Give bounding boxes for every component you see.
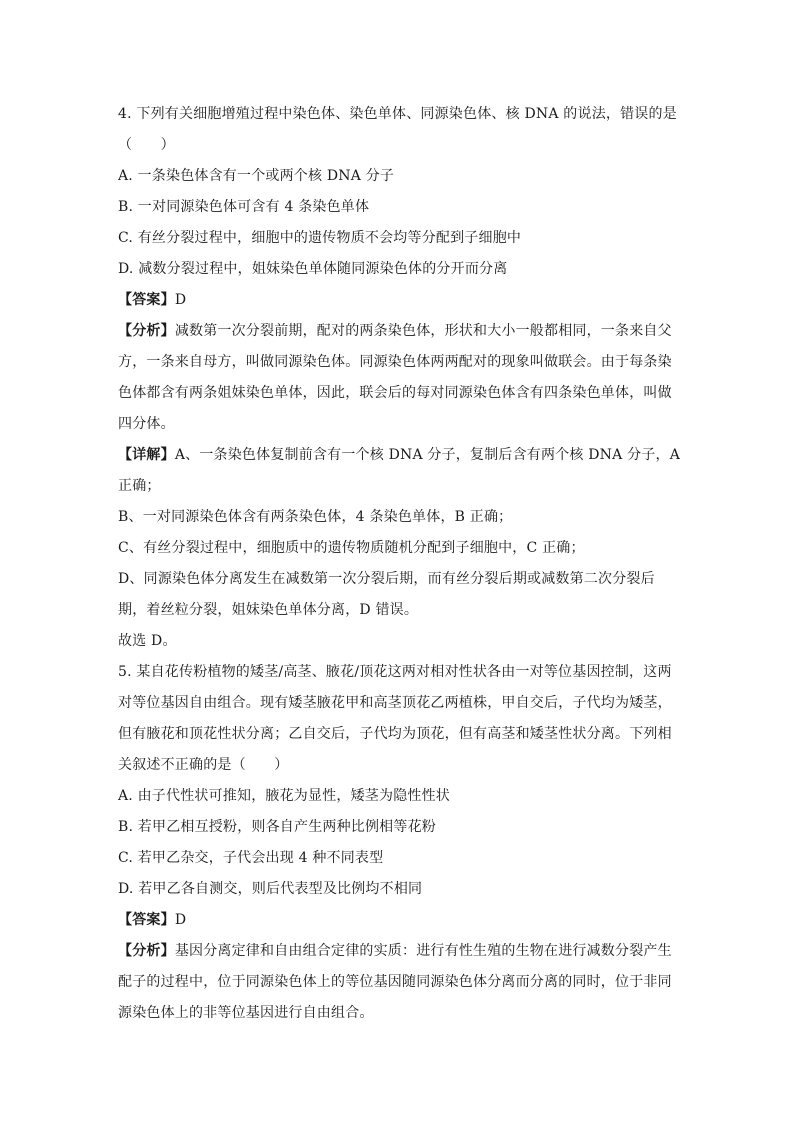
q5-stem-line-4: 关叙述不正确的是（ ） bbox=[118, 757, 289, 773]
q4-stem-line-1: 4. 下列有关细胞增殖过程中染色体、染色单体、同源染色体、核 DNA 的说法，错误的是 bbox=[118, 106, 677, 122]
q5-analysis-line-1 bbox=[118, 936, 678, 967]
q4-answer bbox=[118, 285, 678, 316]
q5-analysis-line-3: 源染色体上的非等位基因进行自由组合。 bbox=[118, 1005, 374, 1021]
q4-detail-line-4: C、有丝分裂过程中，细胞质中的遗传物质随机分配到子细胞中，C 正确； bbox=[118, 540, 585, 556]
q5-stem-line-1: 5. 某自花传粉植物的矮茎/高茎、腋花/顶花这两对相对性状各由一对等位基因控制，这两 bbox=[118, 664, 672, 680]
document-page bbox=[118, 99, 681, 1029]
q4-detail-line-1 bbox=[118, 440, 681, 471]
q4-detail-line-2: 正确； bbox=[118, 478, 161, 494]
q4-detail-line-3: B、一对同源染色体含有两条染色体，4 条染色单体，B 正确； bbox=[118, 509, 513, 525]
q5-answer-value: D bbox=[174, 912, 187, 928]
q4-analysis-line-3: 色体都含有两条姐妹染色单体，因此，联会后的每对同源染色体含有四条染色单体，叫做 bbox=[118, 385, 672, 401]
q4-analysis-line-2: 方，一条来自母方，叫做同源染色体。同源染色体两两配对的现象叫做联会。由于每条染 bbox=[118, 354, 672, 370]
q4-detail-text-1: A、一条染色体复制前含有一个核 DNA 分子，复制后含有两个核 DNA 分子，A bbox=[174, 447, 681, 463]
q5-answer-tag: 【答案】 bbox=[118, 912, 175, 928]
q4-detail-line-7: 故选 D。 bbox=[118, 633, 177, 649]
q4-analysis-line-1 bbox=[118, 316, 678, 347]
q4-answer-value: D bbox=[174, 292, 187, 308]
q5-analysis-text-1: 基因分离定律和自由组合定律的实质：进行有性生殖的生物在进行减数分裂产生 bbox=[174, 943, 672, 959]
q5-analysis-tag: 【分析】 bbox=[118, 943, 175, 959]
q5-stem-line-3: 但有腋花和顶花性状分离；乙自交后，子代均为顶花，但有高茎和矮茎性状分离。下列相 bbox=[118, 726, 672, 742]
q5-analysis-line-2: 配子的过程中，位于同源染色体上的等位基因随同源染色体分离而分离的同时，位于非同 bbox=[118, 974, 672, 990]
q5-answer bbox=[118, 905, 678, 936]
q4-detail-tag: 【详解】 bbox=[118, 447, 175, 463]
q4-stem-line-2: （ ） bbox=[118, 137, 175, 153]
q4-option-c: C. 有丝分裂过程中，细胞中的遗传物质不会均等分配到子细胞中 bbox=[118, 230, 522, 246]
q4-analysis-text-1: 减数第一次分裂前期，配对的两条染色体，形状和大小一般都相同，一条来自父 bbox=[174, 323, 672, 339]
q5-option-c: C. 若甲乙杂交，子代会出现 4 种不同表型 bbox=[118, 850, 384, 866]
q4-option-d: D. 减数分裂过程中，姐妹染色单体随同源染色体的分开而分离 bbox=[118, 261, 508, 277]
q5-option-d: D. 若甲乙各自测交，则后代表型及比例均不相同 bbox=[118, 881, 423, 897]
q5-option-a: A. 由子代性状可推知，腋花为显性，矮茎为隐性性状 bbox=[118, 788, 451, 804]
q4-option-b: B. 一对同源染色体可含有 4 条染色单体 bbox=[118, 199, 370, 215]
q5-stem-line-2: 对等位基因自由组合。现有矮茎腋花甲和高茎顶花乙两植株，甲自交后，子代均为矮茎， bbox=[118, 695, 672, 711]
q4-analysis-line-4: 四分体。 bbox=[118, 416, 175, 432]
q4-detail-line-6: 期，着丝粒分裂，姐妹染色单体分离，D 错误。 bbox=[118, 602, 419, 618]
q4-option-a: A. 一条染色体含有一个或两个核 DNA 分子 bbox=[118, 168, 395, 184]
q4-detail-line-5: D、同源染色体分离发生在减数第一次分裂后期，而有丝分裂后期或减数第二次分裂后 bbox=[118, 571, 655, 587]
q4-answer-tag: 【答案】 bbox=[118, 292, 175, 308]
q5-option-b: B. 若甲乙相互授粉，则各自产生两种比例相等花粉 bbox=[118, 819, 436, 835]
q4-analysis-tag: 【分析】 bbox=[118, 323, 175, 339]
